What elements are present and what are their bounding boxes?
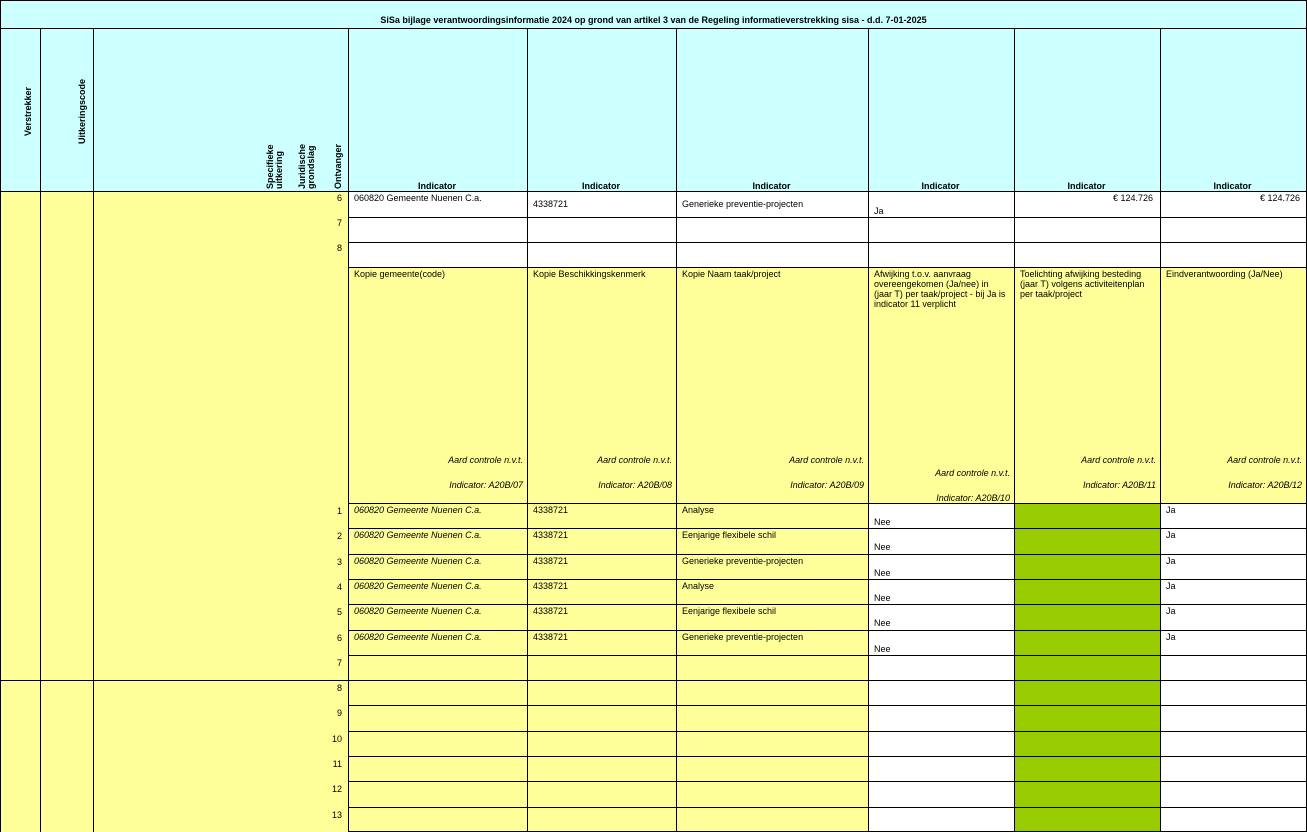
cell-kenmerk[interactable]: 4338721 (533, 530, 569, 540)
header-indicator-1: Indicator (417, 181, 456, 191)
section2-white-bg (1160, 503, 1306, 832)
cell-kenmerk[interactable]: 4338721 (533, 581, 569, 591)
row-number: 9 (336, 708, 342, 718)
cell-bedrag[interactable]: € 124.726 (1259, 193, 1300, 203)
section2-green-column (1014, 503, 1160, 832)
grid-hline (0, 28, 1307, 29)
header-indicator-3: Indicator (752, 181, 791, 191)
row-number: 6 (336, 193, 342, 203)
cell-eindverantwoording[interactable]: Ja (1166, 530, 1176, 540)
grid-vline (0, 0, 1, 832)
cell-kenmerk[interactable]: 4338721 (533, 199, 569, 209)
grid-hline (348, 781, 1307, 782)
description-aard-controle: Aard controle n.v.t. (597, 455, 672, 465)
description-aard-controle: Aard controle n.v.t. (935, 468, 1010, 478)
grid-hline (0, 680, 348, 681)
description-indicator-code: Indicator: A20B/10 (936, 493, 1010, 503)
grid-hline (348, 528, 1307, 529)
cell-afwijking[interactable]: Ja (874, 206, 884, 216)
header-ontvanger: Ontvanger (333, 143, 343, 189)
section2-yellow-bg (348, 503, 868, 832)
row-number: 5 (336, 607, 342, 617)
cell-gemeente[interactable]: 060820 Gemeente Nuenen C.a. (354, 632, 482, 642)
row-number: 7 (336, 658, 342, 668)
cell-gemeente[interactable]: 060820 Gemeente Nuenen C.a. (354, 193, 482, 203)
cell-kenmerk[interactable]: 4338721 (533, 606, 569, 616)
header-juridische-grondslag: Juridische grondslag (297, 143, 316, 189)
header-indicator-4: Indicator (921, 181, 960, 191)
description-indicator-code: Indicator: A20B/12 (1228, 480, 1302, 490)
grid-hline (348, 680, 1307, 681)
row-number: 3 (336, 557, 342, 567)
cell-afwijking[interactable]: Nee (874, 618, 891, 628)
grid-vline (348, 28, 349, 832)
grid-vline (527, 28, 528, 832)
grid-hline (0, 191, 1307, 192)
row-number: 8 (336, 683, 342, 693)
header-indicator-6: Indicator (1213, 181, 1252, 191)
description-text: Kopie Beschikkingskenmerk (533, 269, 646, 279)
cell-gemeente[interactable]: 060820 Gemeente Nuenen C.a. (354, 505, 482, 515)
cell-kenmerk[interactable]: 4338721 (533, 556, 569, 566)
description-text: Afwijking t.o.v. aanvraag overeengekomen (Ja/nee) in (jaar T) per taak/project - bij Ja is indicator 11 verplicht (874, 269, 1006, 309)
grid-hline (348, 503, 1307, 504)
row-number: 11 (332, 759, 342, 769)
description-cell (676, 267, 868, 503)
header-indicator-2: Indicator (581, 181, 620, 191)
grid-hline (348, 731, 1307, 732)
cell-naam[interactable]: Analyse (682, 505, 715, 515)
grid-hline (348, 807, 1307, 808)
sheet-title: SiSa bijlage verantwoordingsinformatie 2024 op grond van artikel 3 van de Regeling informatieverstrekking sisa - d.d. 7-01-2025 (380, 15, 927, 25)
cell-afwijking[interactable]: Nee (874, 517, 891, 527)
grid-vline (40, 28, 41, 832)
grid-vline (676, 28, 677, 832)
description-indicator-code: Indicator: A20B/09 (790, 480, 864, 490)
cell-naam[interactable]: Analyse (682, 581, 715, 591)
cell-gemeente[interactable]: 060820 Gemeente Nuenen C.a. (354, 530, 482, 540)
description-aard-controle: Aard controle n.v.t. (789, 455, 864, 465)
description-cell (527, 267, 676, 503)
description-aard-controle: Aard controle n.v.t. (1081, 455, 1156, 465)
row-number: 2 (336, 531, 342, 541)
description-text: Kopie Naam taak/project (682, 269, 781, 279)
cell-naam[interactable]: Eenjarige flexibele schil (682, 530, 777, 540)
grid-vline (1160, 28, 1161, 832)
description-indicator-code: Indicator: A20B/11 (1082, 480, 1156, 490)
row-number: 10 (331, 734, 342, 744)
cell-naam[interactable]: Generieke preventie-projecten (682, 199, 804, 209)
header-specifieke-uitkering: Specifieke uitkering (265, 144, 284, 189)
cell-naam[interactable]: Eenjarige flexibele schil (682, 606, 777, 616)
cell-afwijking[interactable]: Nee (874, 644, 891, 654)
row-number: 4 (336, 582, 342, 592)
grid-hline (348, 242, 1307, 243)
row-number: 12 (331, 784, 342, 794)
grid-hline (348, 579, 1307, 580)
cell-naam[interactable]: Generieke preventie-projecten (682, 632, 804, 642)
description-aard-controle: Aard controle n.v.t. (448, 455, 523, 465)
cell-gemeente[interactable]: 060820 Gemeente Nuenen C.a. (354, 606, 482, 616)
description-text: Toelichting afwijking besteding (jaar T) volgens activiteitenplan per taak/project (1020, 269, 1145, 299)
row-number: 8 (336, 243, 342, 253)
cell-afwijking[interactable]: Nee (874, 542, 891, 552)
description-cell (1160, 267, 1306, 503)
grid-hline (348, 267, 1307, 268)
description-text: Eindverantwoording (Ja/Nee) (1166, 269, 1283, 279)
cell-eindverantwoording[interactable]: Ja (1166, 632, 1176, 642)
cell-eindverantwoording[interactable]: Ja (1166, 556, 1176, 566)
grid-hline (348, 604, 1307, 605)
grid-hline (348, 630, 1307, 631)
grid-hline (348, 756, 1307, 757)
grid-hline (348, 705, 1307, 706)
cell-eindverantwoording[interactable]: Ja (1166, 581, 1176, 591)
description-cell (868, 267, 1014, 503)
description-text: Kopie gemeente(code) (354, 269, 446, 279)
row-number: 1 (336, 506, 342, 516)
cell-bedrag[interactable]: € 124.726 (1112, 193, 1153, 203)
header-verstrekker: Verstrekker (23, 86, 33, 136)
description-indicator-code: Indicator: A20B/07 (449, 480, 523, 490)
cell-eindverantwoording[interactable]: Ja (1166, 606, 1176, 616)
grid-vline (93, 28, 94, 832)
header-uitkeringscode: Uitkeringscode (77, 78, 87, 144)
cell-eindverantwoording[interactable]: Ja (1166, 505, 1176, 515)
grid-vline (868, 28, 869, 832)
header-row-bg (0, 28, 1307, 192)
cell-gemeente[interactable]: 060820 Gemeente Nuenen C.a. (354, 556, 482, 566)
cell-gemeente[interactable]: 060820 Gemeente Nuenen C.a. (354, 581, 482, 591)
row-number: 6 (336, 633, 342, 643)
header-indicator-5: Indicator (1067, 181, 1106, 191)
cell-afwijking[interactable]: Nee (874, 593, 891, 603)
description-cell (1014, 267, 1160, 503)
cell-naam[interactable]: Generieke preventie-projecten (682, 556, 804, 566)
description-aard-controle: Aard controle n.v.t. (1227, 455, 1302, 465)
cell-kenmerk[interactable]: 4338721 (533, 632, 569, 642)
row-number: 13 (331, 810, 342, 820)
grid-hline (348, 655, 1307, 656)
description-indicator-code: Indicator: A20B/08 (598, 480, 672, 490)
grid-vline (1014, 28, 1015, 832)
row-number: 7 (336, 218, 342, 228)
grid-hline (348, 217, 1307, 218)
description-cell (348, 267, 527, 503)
grid-hline (0, 0, 1307, 1)
cell-afwijking[interactable]: Nee (874, 568, 891, 578)
grid-hline (348, 554, 1307, 555)
cell-kenmerk[interactable]: 4338721 (533, 505, 569, 515)
